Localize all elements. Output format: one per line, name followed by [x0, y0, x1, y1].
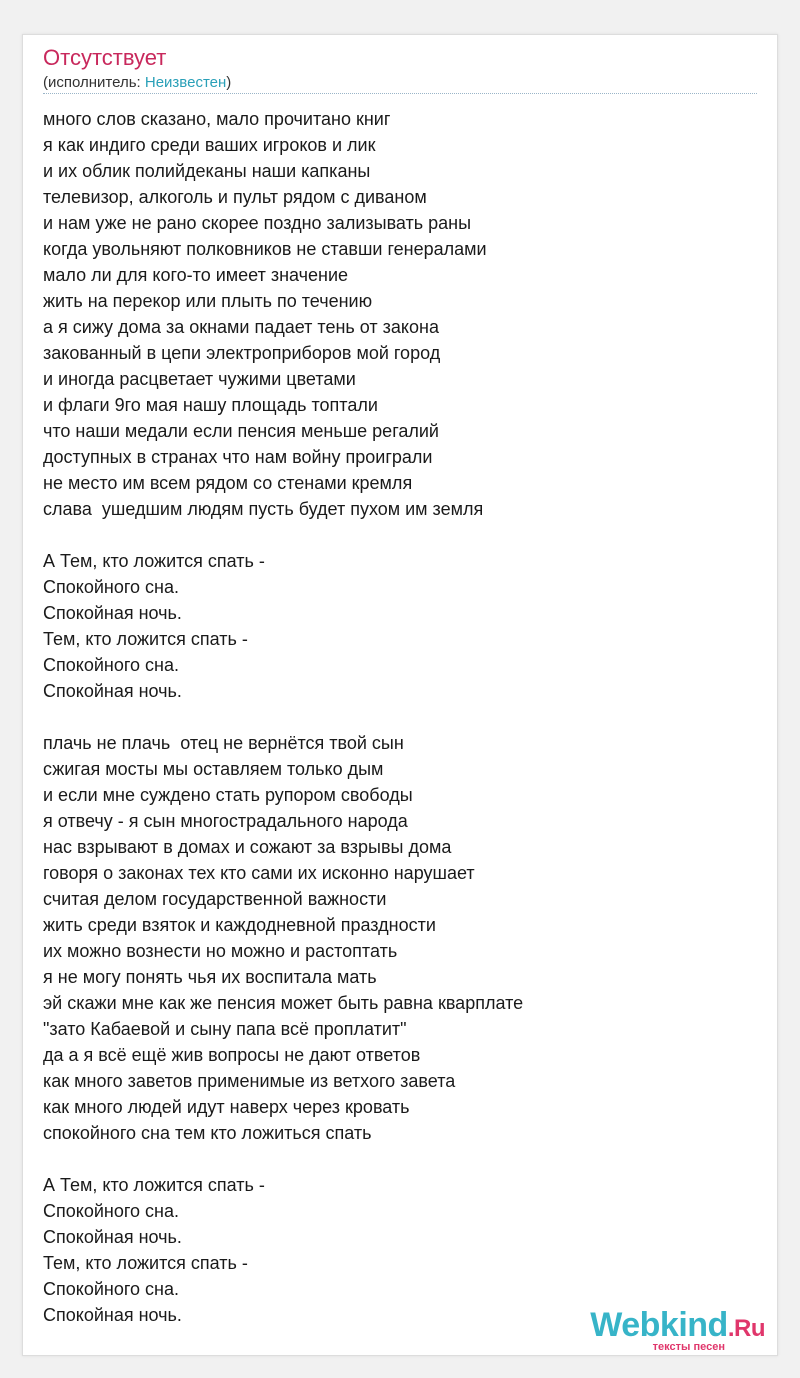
lyric-line: А Тем, кто ложится спать - [43, 551, 265, 571]
lyric-line: эй скажи мне как же пенсия может быть равна кварплате [43, 993, 524, 1013]
lyric-line: и их облик полийдеканы наши капканы [43, 161, 371, 181]
lyric-blank-line [43, 522, 763, 548]
logo-tld-text: .Ru [727, 1315, 765, 1342]
lyric-line: жить на перекор или плыть по течению [43, 291, 373, 311]
lyric-line: Спокойного сна. [43, 1279, 179, 1299]
lyric-line: Спокойная ночь. [43, 603, 182, 623]
lyric-line: и нам уже не рано скорее поздно зализывать раны [43, 213, 472, 233]
lyric-line: Спокойного сна. [43, 655, 179, 675]
lyric-blank-line [43, 704, 763, 730]
lyric-line: и если мне суждено стать рупором свободы [43, 785, 413, 805]
lyric-line: их можно вознести но можно и растоптать [43, 941, 398, 961]
lyric-line: много слов сказано, мало прочитано книг [43, 109, 391, 129]
lyric-line: и иногда расцветает чужими цветами [43, 369, 356, 389]
logo-tagline: тексты песен [652, 1341, 725, 1353]
artist-line [43, 73, 231, 93]
lyric-line: Спокойная ночь. [43, 681, 182, 701]
lyric-line: как много людей идут наверх через кровать [43, 1097, 410, 1117]
lyric-line: да а я всё ещё жив вопросы не дают ответов [43, 1045, 421, 1065]
song-title: Отсутствует [43, 45, 167, 70]
lyric-line: телевизор, алкоголь и пульт рядом с диваном [43, 187, 427, 207]
lyric-line: закованный в цепи электроприборов мой город [43, 343, 441, 363]
lyric-line: как много заветов применимые из ветхого завета [43, 1071, 456, 1091]
lyric-line: когда увольняют полковников не ставши генералами [43, 239, 487, 259]
lyric-line: А Тем, кто ложится спать - [43, 1175, 265, 1195]
logo-main-text: Webkind [590, 1306, 728, 1344]
lyrics-text [43, 106, 763, 1328]
lyric-line: Спокойного сна. [43, 577, 179, 597]
lyric-line: спокойного сна тем кто ложиться спать [43, 1123, 372, 1143]
title-divider [43, 93, 757, 94]
artist-suffix: ) [226, 74, 232, 91]
lyric-line: "зато Кабаевой и сыну папа всё проплатит" [43, 1019, 407, 1039]
lyric-line: не место им всем рядом со стенами кремля [43, 473, 413, 493]
lyric-blank-line [43, 1146, 763, 1172]
lyric-line: слава ушедшим людям пусть будет пухом им земля [43, 499, 484, 519]
lyric-line: говоря о законах тех кто сами их исконно нарушает [43, 863, 475, 883]
lyric-line: а я сижу дома за окнами падает тень от закона [43, 317, 439, 337]
lyric-line: считая делом государственной важности [43, 889, 387, 909]
lyric-line: жить среди взяток и каждодневной праздности [43, 915, 436, 935]
lyric-line: я отвечу - я сын многострадального народа [43, 811, 408, 831]
site-logo[interactable] [571, 1305, 771, 1353]
lyric-line: и флаги 9го мая нашу площадь топтали [43, 395, 378, 415]
lyric-line: Спокойная ночь. [43, 1305, 182, 1325]
lyric-line: я не могу понять чья их воспитала мать [43, 967, 377, 987]
lyric-line: мало ли для кого-то имеет значение [43, 265, 349, 285]
lyric-line: я как индиго среди ваших игроков и лик [43, 135, 376, 155]
lyrics-card [22, 34, 778, 1356]
lyric-line: Спокойного сна. [43, 1201, 179, 1221]
artist-link[interactable]: Неизвестен [144, 74, 227, 91]
artist-prefix: (исполнитель: [43, 74, 145, 91]
lyric-line: Тем, кто ложится спать - [43, 1253, 248, 1273]
lyric-line: нас взрывают в домах и сожают за взрывы дома [43, 837, 452, 857]
lyric-line: сжигая мосты мы оставляем только дым [43, 759, 384, 779]
lyric-line: Тем, кто ложится спать - [43, 629, 248, 649]
lyric-line: плачь не плачь отец не вернётся твой сын [43, 733, 404, 753]
lyric-line: Спокойная ночь. [43, 1227, 182, 1247]
lyric-line: доступных в странах что нам войну проиграли [43, 447, 433, 467]
lyric-line: что наши медали если пенсия меньше регалий [43, 421, 439, 441]
